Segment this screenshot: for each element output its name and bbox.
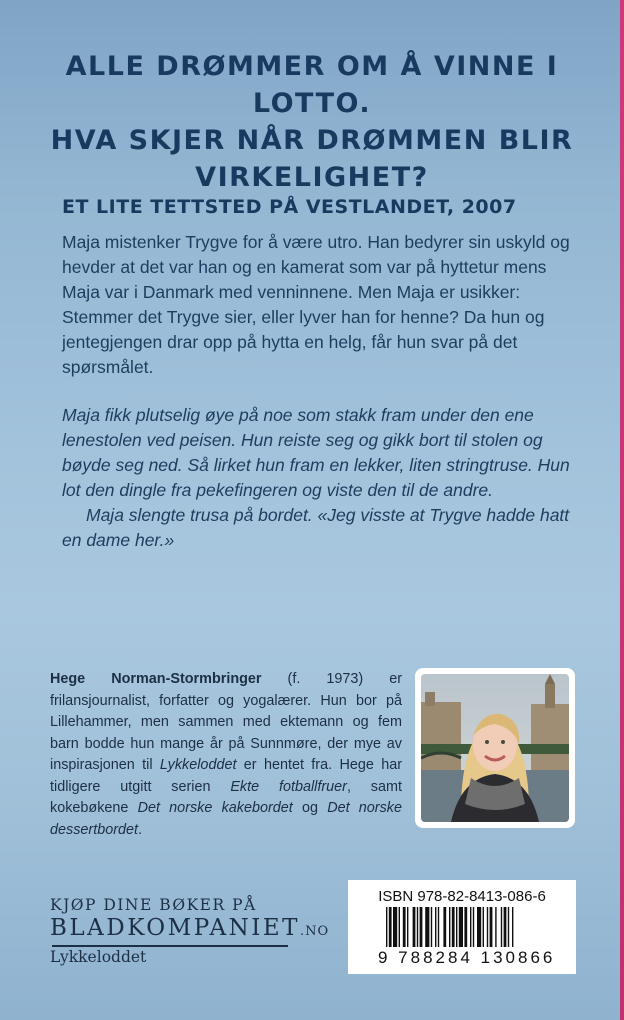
- barcode-bar: [508, 907, 509, 947]
- author-book-title: Lykkeloddet: [159, 757, 237, 773]
- store-tagline: KJØP DINE BØKER PÅ: [50, 896, 257, 914]
- excerpt: [62, 403, 592, 553]
- store-brand-logo: [50, 915, 329, 941]
- barcode-bar: [417, 907, 418, 947]
- barcode-bar: [512, 907, 513, 947]
- barcode-bar: [413, 907, 416, 947]
- author-bio: [50, 669, 402, 841]
- blurb-text: Maja mistenker Trygve for å være utro. Han bedyrer sin uskyld og hevder at det var han og en kamerat som var på hyttetur mens Maja var i Danmark med venninnene. Men Maja er usikker: Stemmer det Trygve sier, eller lyver han for henne? Da hun og jentegjengen drar opp på hytta en helg, får hun svar på det spørsmålet.: [62, 232, 570, 377]
- barcode-bar: [403, 907, 406, 947]
- barcode-bar: [495, 907, 496, 947]
- barcode-bar: [473, 907, 474, 947]
- barcode-bar: [407, 907, 408, 947]
- barcode-bar: [420, 907, 423, 947]
- barcode-bar: [483, 907, 484, 947]
- barcode-bar: [459, 907, 463, 947]
- isbn-label: ISBN 978-82-8413-086-6: [378, 888, 546, 905]
- barcode-bar: [470, 907, 471, 947]
- barcode-bar: [490, 907, 493, 947]
- barcode-bar: [443, 907, 446, 947]
- store-brand-underline: [52, 945, 288, 947]
- barcode-bar: [399, 907, 400, 947]
- ean-digits: 9 788284 130866: [378, 948, 556, 967]
- barcode-box: [348, 880, 576, 974]
- barcode-bar: [393, 907, 397, 947]
- excerpt-paragraph-2: Maja slengte trusa på bordet. «Jeg visste at Trygve hadde hatt en dame her.»: [62, 505, 570, 550]
- author-bio-text-2: er hentet fra. Hege har tidligere utgitt serien: [50, 757, 403, 795]
- author-series-title: Ekte fotballfruer: [230, 778, 347, 795]
- barcode-bar: [456, 907, 457, 947]
- author-bio-text-5: .: [138, 821, 142, 838]
- barcode-bar: [452, 907, 455, 947]
- author-cookbook-2: Det norske dessertbordet: [50, 800, 402, 838]
- barcode-bar: [389, 907, 392, 947]
- headline-line-3: VIRKELIGHET?: [195, 162, 429, 193]
- spine-edge-stripe: [620, 0, 624, 1020]
- book-title: Lykkeloddet: [50, 948, 147, 966]
- headline-line-1: ALLE DRØMMER OM Å VINNE I LOTTO.: [65, 51, 559, 119]
- author-bio-text-4: og: [292, 800, 328, 816]
- barcode-bar: [504, 907, 507, 947]
- barcode-bar: [501, 907, 502, 947]
- author-bio-text-3: , samt kokebøkene: [50, 778, 402, 816]
- barcode-bar: [449, 907, 450, 947]
- author-photo-frame: [415, 668, 575, 828]
- section-heading: ET LITE TETTSTED PÅ VESTLANDET, 2007: [62, 196, 517, 218]
- author-portrait-illustration: [421, 674, 569, 822]
- author-cookbook-1: Det norske kakebordet: [137, 800, 293, 816]
- barcode-bar: [438, 907, 439, 947]
- barcode-bar: [435, 907, 436, 947]
- excerpt-paragraph-1: Maja fikk plutselig øye på noe som stakk fram under den ene lenestolen ved peisen. Hun reiste seg og gikk bort til stolen og bøyde seg ned. Så lirket hun fram en lekker, liten stringtruse. Hun lot den dingle fra pekefingeren og viste den til de andre.: [62, 405, 570, 500]
- author-name: Hege Norman-Stormbringer: [50, 671, 262, 687]
- barcode-bar: [464, 907, 467, 947]
- barcode-bar: [386, 907, 387, 947]
- author-bio-text-1: (f. 1973) er frilansjournalist, forfatter og yogalærer. Hun bor på Lillehammer, men sammen med ektemann og fem barn bodde hun mange år på Sunnmøre, der mye av inspirasjonen til: [50, 671, 402, 773]
- barcode-bar: [487, 907, 488, 947]
- author-photo: [421, 674, 569, 822]
- barcode-bar: [477, 907, 481, 947]
- barcode-bar: [431, 907, 432, 947]
- barcode-bar: [425, 907, 429, 947]
- store-brand-tld: .NO: [300, 924, 330, 939]
- store-brand-name: BLADKOMPANIET: [50, 915, 301, 941]
- headline: [20, 48, 604, 196]
- barcode-bars: [386, 907, 546, 947]
- headline-line-2: HVA SKJER NÅR DRØMMEN BLIR: [50, 125, 574, 156]
